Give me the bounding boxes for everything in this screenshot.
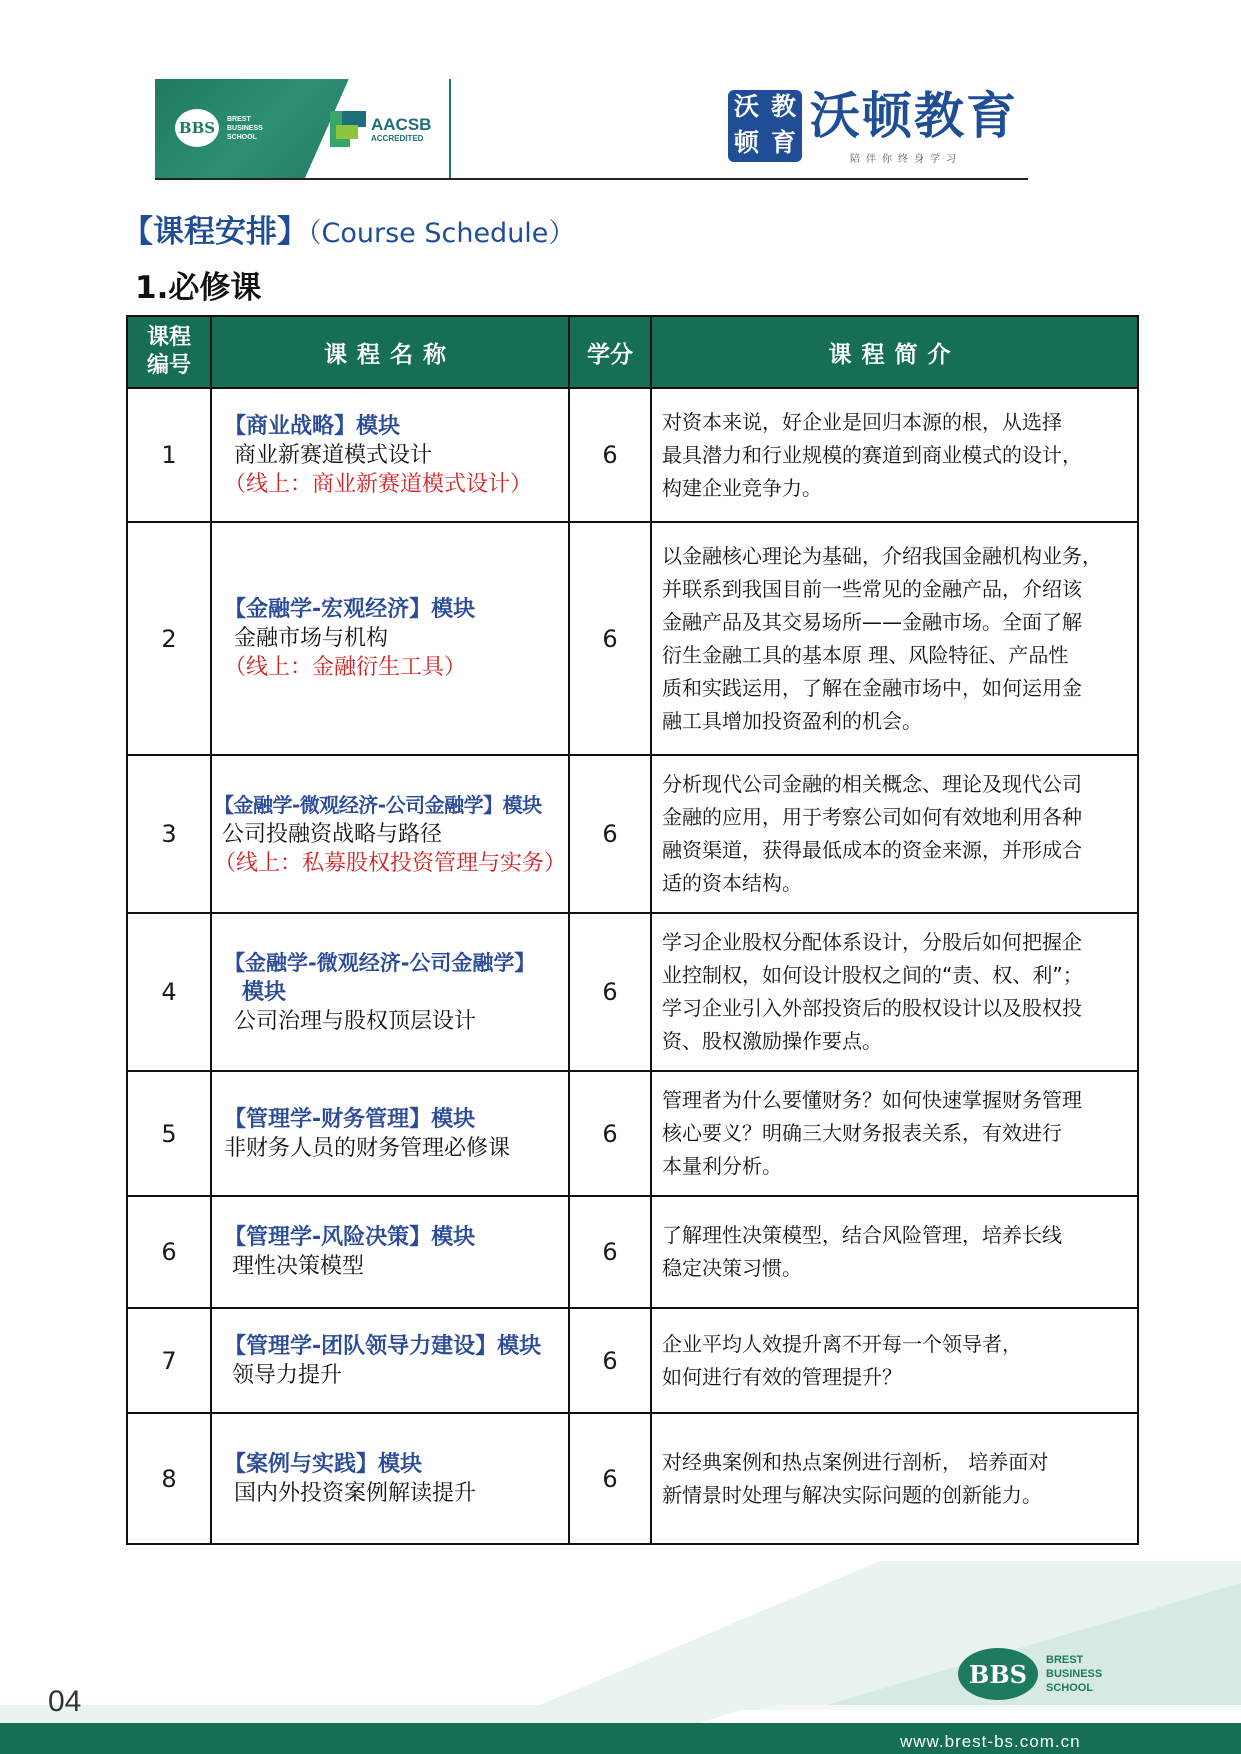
section-title-cn: 【课程安排】 xyxy=(122,214,308,250)
course-table xyxy=(126,315,1139,1545)
wd-logo-icon: 沃 教 顿 育 xyxy=(728,90,802,162)
course-online: （线上：私募股权投资管理与实务） xyxy=(214,850,567,876)
section-title xyxy=(122,206,575,251)
course-no: 5 xyxy=(127,1071,211,1196)
course-name-cell xyxy=(211,388,569,522)
bbs-name-line: SCHOOL xyxy=(227,134,257,141)
course-title: 商业新赛道模式设计 xyxy=(234,442,433,468)
course-name-cell xyxy=(211,1196,569,1308)
course-desc: 分析现代公司金融的相关概念、理论及现代公司 金融的应用，用于考察公司如何有效地利用各种 融资渠道，获得最低成本的资金来源，并形成合 适的资本结构。 xyxy=(651,755,1138,913)
table-row xyxy=(127,522,1138,755)
course-credit: 6 xyxy=(569,1413,651,1544)
course-title: 领导力提升 xyxy=(232,1362,343,1388)
course-desc: 管理者为什么要懂财务？如何快速掌握财务管理 核心要义？明确三大财务报表关系，有效进行 本量利分析。 xyxy=(651,1071,1138,1196)
course-name-cell xyxy=(211,1308,569,1413)
course-title: 非财务人员的财务管理必修课 xyxy=(224,1135,511,1161)
website-link[interactable]: www.brest-bs.com.cn xyxy=(900,1732,1081,1751)
header-course-no: 课程 编号 xyxy=(127,316,211,388)
course-module: 【金融学-微观经济-公司金融学】 xyxy=(224,950,536,975)
header-course-desc: 课程简介 xyxy=(651,316,1138,388)
table-row xyxy=(127,1196,1138,1308)
wd-brand-title: 沃顿教育 xyxy=(810,87,1018,145)
course-name-cell xyxy=(211,1413,569,1544)
course-title: 公司治理与股权顶层设计 xyxy=(234,1008,477,1034)
course-desc: 企业平均人效提升离不开每一个领导者， 如何进行有效的管理提升？ xyxy=(651,1308,1138,1413)
course-name-cell xyxy=(211,913,569,1071)
course-credit: 6 xyxy=(569,1308,651,1413)
table-row xyxy=(127,1071,1138,1196)
course-desc: 对经典案例和热点案例进行剖析， 培养面对 新情景时处理与解决实际问题的创新能力。 xyxy=(651,1413,1138,1544)
header-course-name: 课程名称 xyxy=(211,316,569,388)
course-no: 7 xyxy=(127,1308,211,1413)
aacsb-sub: ACCREDITED xyxy=(371,134,424,143)
bbs-aacsb-banner xyxy=(155,79,451,178)
course-name-cell xyxy=(211,522,569,755)
course-online: （线上：金融衍生工具） xyxy=(224,655,467,680)
course-title: 理性决策模型 xyxy=(232,1254,365,1279)
course-module: 【商业战略】模块 xyxy=(224,413,401,439)
course-module: 【管理学-财务管理】模块 xyxy=(224,1106,476,1132)
bbs-name-line: BREST xyxy=(227,116,251,123)
course-module: 【管理学-风险决策】模块 xyxy=(224,1225,476,1250)
table-row xyxy=(127,913,1138,1071)
course-desc: 对资本来说，好企业是回归本源的根，从选择 最具潜力和行业规模的赛道到商业模式的设计， 构建企业竞争力。 xyxy=(651,388,1138,522)
table-row xyxy=(127,1413,1138,1544)
footer-bbs-name: BREST BUSINESS SCHOOL xyxy=(1046,1654,1103,1694)
course-no: 2 xyxy=(127,522,211,755)
aacsb-text xyxy=(371,116,431,144)
bbs-logo: BBS xyxy=(175,109,219,147)
bbs-logo-icon: BBS xyxy=(958,1648,1038,1700)
table-header-row xyxy=(127,316,1138,388)
header-credit: 学分 xyxy=(569,316,651,388)
aacsb-logo-icon xyxy=(330,111,366,147)
wd-slogan: 陪伴你终身学习 xyxy=(850,154,962,165)
course-no: 8 xyxy=(127,1413,211,1544)
course-credit: 6 xyxy=(569,755,651,913)
course-name-cell xyxy=(211,755,569,913)
table-row xyxy=(127,1308,1138,1413)
course-desc: 学习企业股权分配体系设计，分股后如何把握企 业控制权，如何设计股权之间的“责、权、利”； 学习企业引入外部投资后的股权设计以及股权投 资、股权激励操作要点。 xyxy=(651,913,1138,1071)
bbs-name xyxy=(227,115,263,142)
aacsb-name: AACSB xyxy=(371,115,432,134)
course-title: 国内外投资案例解读提升 xyxy=(234,1480,477,1506)
course-credit: 6 xyxy=(569,522,651,755)
bbs-name-line: BUSINESS xyxy=(227,125,263,132)
course-name-cell xyxy=(211,1071,569,1196)
course-desc: 以金融核心理论为基础，介绍我国金融机构业务， 并联系到我国目前一些常见的金融产品，介绍该 金融产品及其交易场所——金融市场。全面了解 衍生金融工具的基本原 理、风险特征、产品性 质和实践运用，了解在金融市场中，如何运用金 融工具增加投资盈利的机会。 xyxy=(651,522,1138,755)
course-credit: 6 xyxy=(569,913,651,1071)
course-credit: 6 xyxy=(569,1071,651,1196)
sub-title: 1.必修课 xyxy=(135,270,262,306)
course-no: 4 xyxy=(127,913,211,1071)
course-no: 1 xyxy=(127,388,211,522)
course-module: 【金融学-宏观经济】模块 xyxy=(224,597,476,622)
page-number: 04 xyxy=(48,1685,82,1718)
table-row xyxy=(127,755,1138,913)
table-row xyxy=(127,388,1138,522)
course-module-suffix: 模块 xyxy=(242,979,287,1005)
course-module: 【案例与实践】模块 xyxy=(224,1451,423,1477)
course-module: 【金融学-微观经济-公司金融学】模块 xyxy=(214,792,542,817)
header-divider xyxy=(155,178,1028,180)
course-desc: 了解理性决策模型，结合风险管理，培养长线 稳定决策习惯。 xyxy=(651,1196,1138,1308)
course-credit: 6 xyxy=(569,388,651,522)
course-title: 金融市场与机构 xyxy=(234,626,389,651)
course-no: 6 xyxy=(127,1196,211,1308)
course-credit: 6 xyxy=(569,1196,651,1308)
section-title-en: （Course Schedule） xyxy=(308,218,576,249)
course-no: 3 xyxy=(127,755,211,913)
course-module: 【管理学-团队领导力建设】模块 xyxy=(224,1333,542,1359)
course-online: （线上：商业新赛道模式设计） xyxy=(224,471,533,497)
course-title: 公司投融资战略与路径 xyxy=(222,821,443,847)
